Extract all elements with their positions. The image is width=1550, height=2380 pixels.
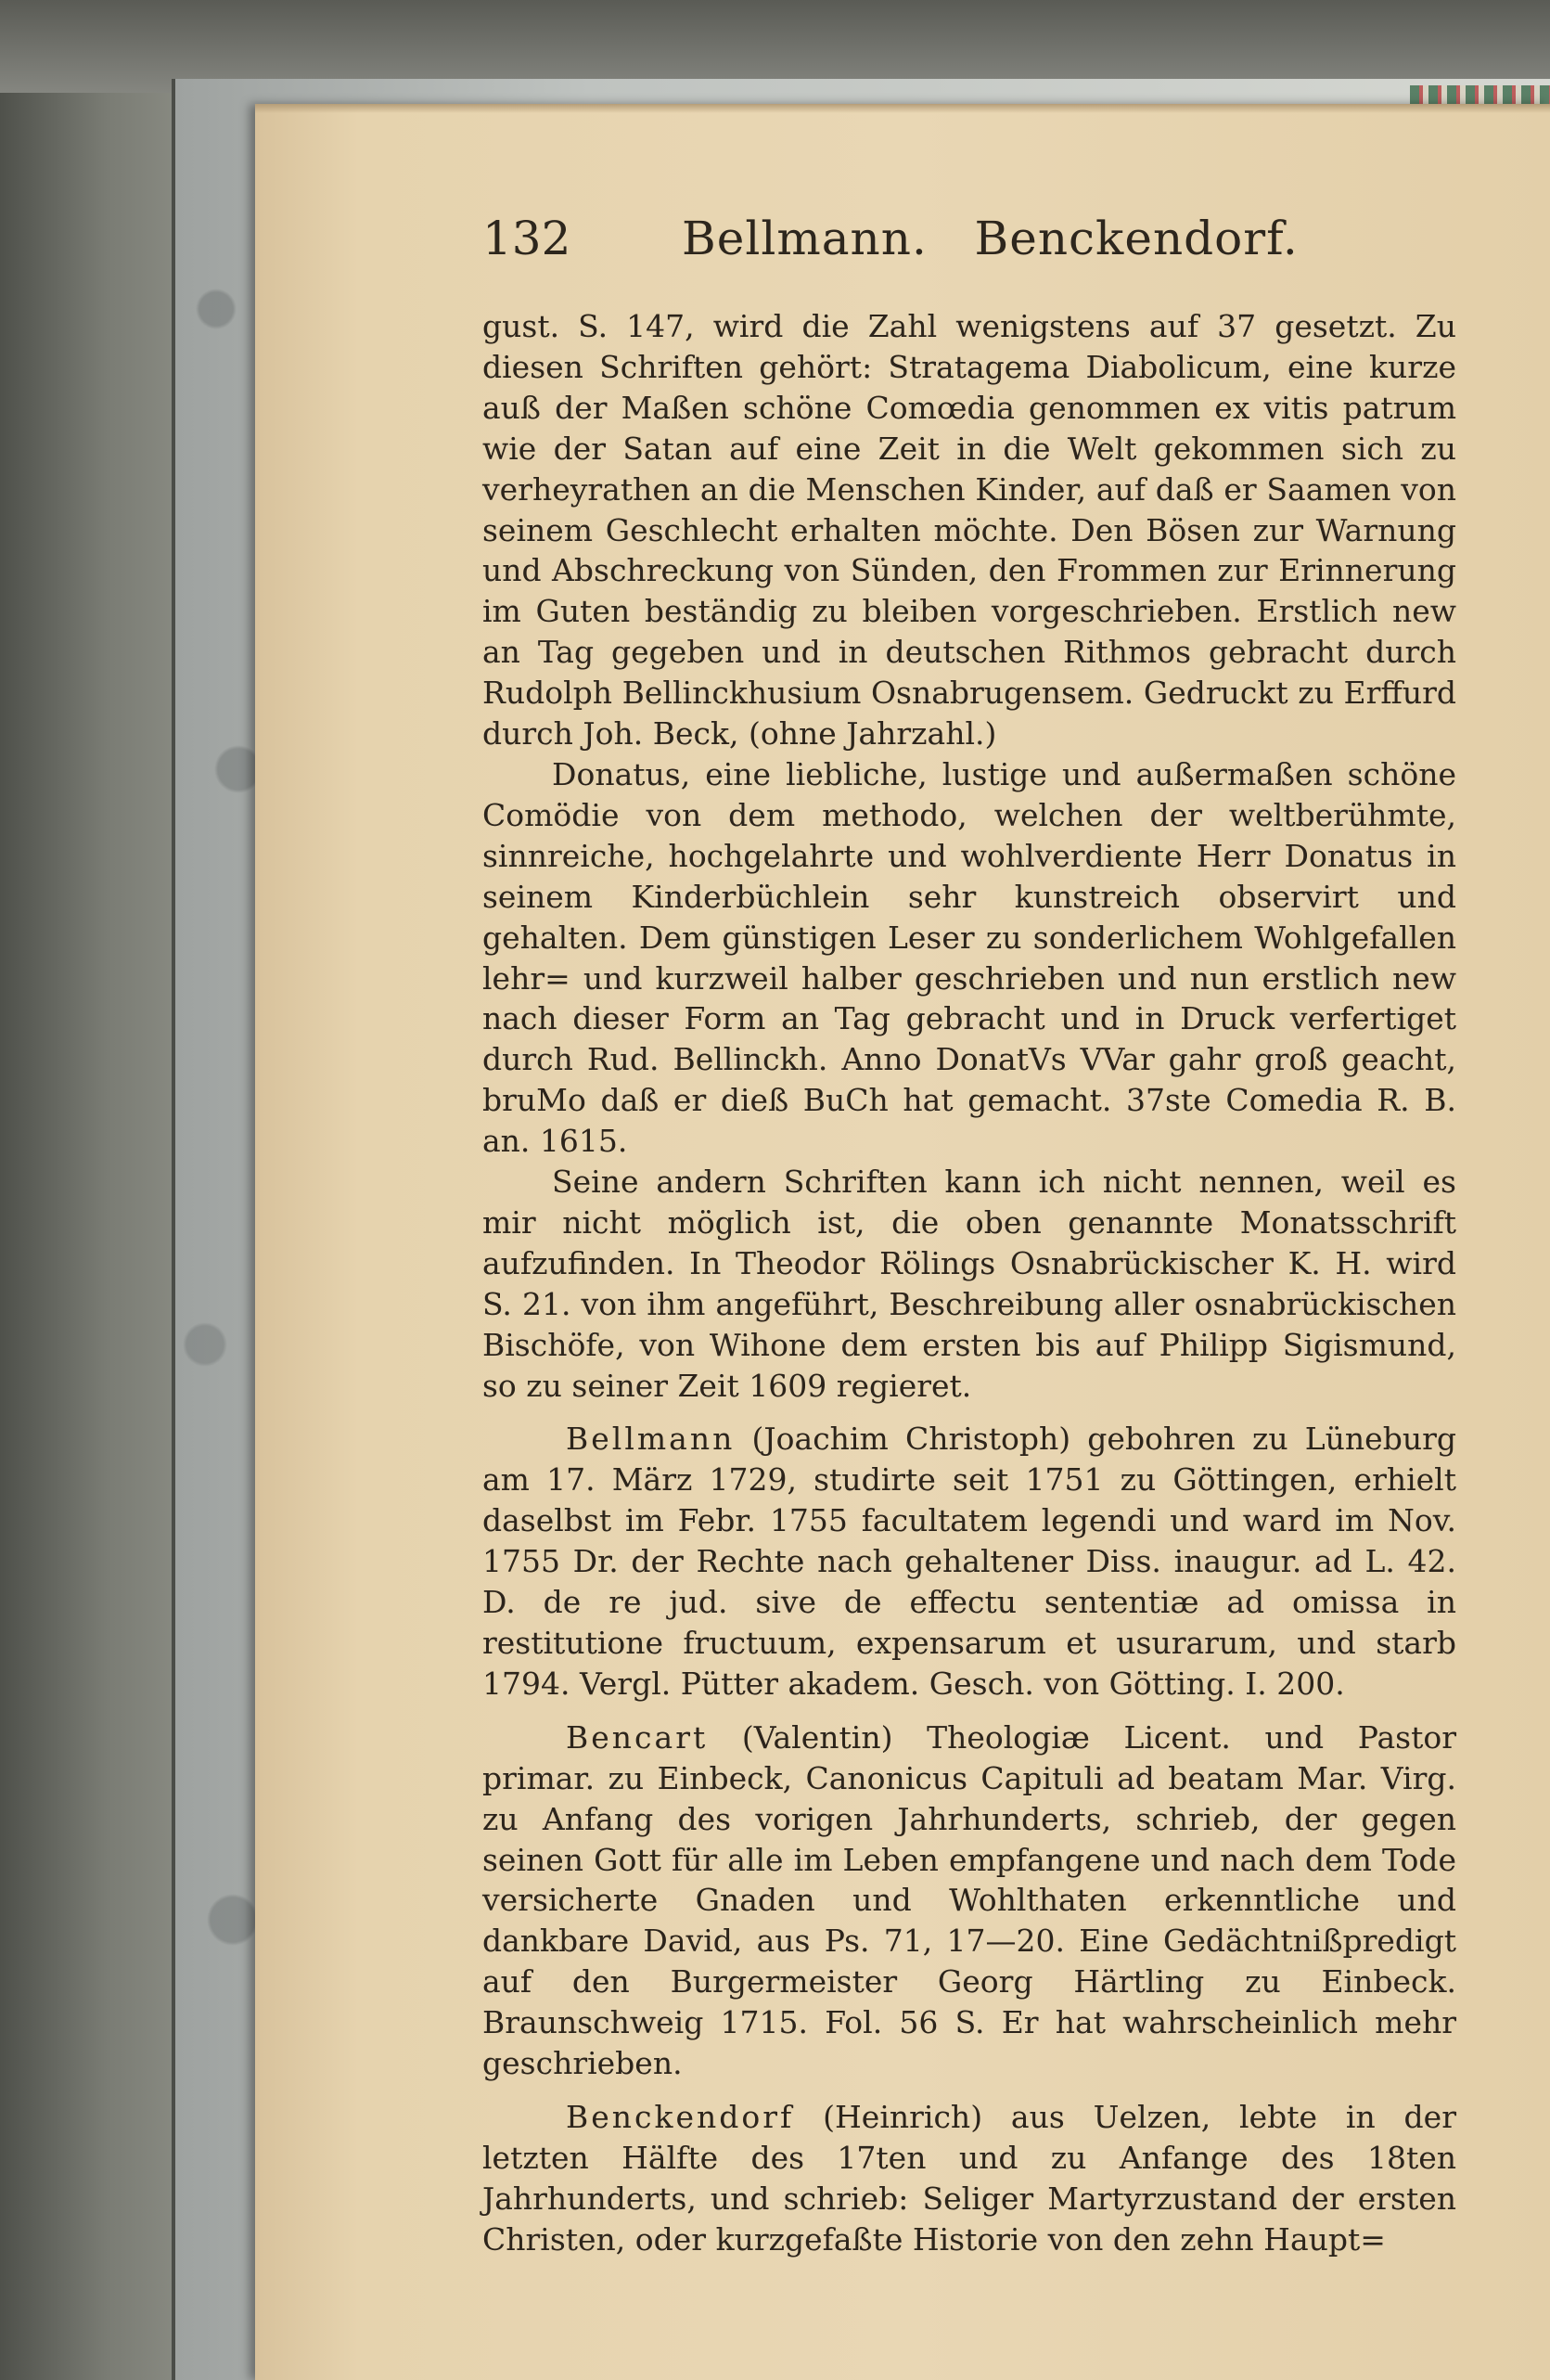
- entry-benckendorf: [482, 2097, 1456, 2260]
- entry-name: Bencart: [566, 1718, 709, 1756]
- entry-text: (Heinrich) aus Uelzen, lebte in der letzten Hälfte des 17ten und zu Anfange des 18ten Jahrhunderts, und schrieb: Seliger Martyrzustand der ersten Christen, oder kurzgefaßte Historie von den zehn Haupt=: [482, 2098, 1456, 2258]
- entry-bencart: [482, 1717, 1456, 2084]
- page-header: [482, 212, 1317, 277]
- entry-bellmann: [482, 1419, 1456, 1704]
- page-edge-shadow: [255, 104, 1550, 113]
- entry-name: Bellmann: [566, 1421, 736, 1458]
- paragraph: Seine andern Schriften kann ich nicht nennen, weil es mir nicht möglich ist, die oben genannte Monatsschrift aufzufinden. In Theodor Rölings Osnabrückischer K. H. wird S. 21. von ihm angeführt, Beschreibung aller osnabrückischen Bischöfe, von Wihone dem ersten bis auf Philipp Sigismund, so zu seiner Zeit 1609 regieret.: [482, 1164, 1456, 1404]
- entry-text: (Joachim Christoph) gebohren zu Lüneburg am 17. März 1729, studirte seit 1751 zu Göttingen, erhielt daselbst im Febr. 1755 facultatem legendi und ward im Nov. 1755 Dr. der Rechte nach gehaltener Diss. inaugur. ad L. 42. D. de re jud. sive de effectu sententiæ ad omissa in restitutione fructuum, expensarum et usurarum, und starb 1794. Vergl. Pütter akadem. Gesch. von Götting. I. 200.: [482, 1421, 1456, 1702]
- paragraph: gust. S. 147, wird die Zahl wenigstens auf 37 gesetzt. Zu diesen Schriften gehört: Stratagema Diabolicum, eine kurze auß der Maßen schöne Comœdia genommen ex vitis patrum wie der Satan auf eine Zeit in die Welt gekommen sich zu verheyrathen an die Menschen Kinder, auf daß er Saamen von seinem Geschlecht erhalten möchte. Den Bösen zur Warnung und Abschreckung von Sünden, den Frommen zur Erinnerung im Guten beständig zu bleiben vorgeschrieben. Erstlich new an Tag gegeben und in deutschen Rithmos gebracht durch Rudolph Bellinckhusium Osnabrugensem. Gedruckt zu Erffurd durch Joh. Beck, (ohne Jahrzahl.): [482, 308, 1456, 753]
- entry-name: Benckendorf: [566, 2098, 795, 2135]
- page-number: 132: [482, 212, 571, 265]
- running-head: Bellmann. Benckendorf.: [682, 212, 1299, 265]
- paragraph: Donatus, eine liebliche, lustige und außermaßen schöne Comödie von dem methodo, welchen der weltberühmte, sinnreiche, hochgelahrte und wohlverdiente Herr Donatus in seinem Kinderbüchlein sehr kunstreich observirt und gehalten. Dem günstigen Leser zu sonderlichem Wohlgefallen lehr= und kurzweil halber geschrieben und nun erstlich new nach dieser Form an Tag gebracht und in Druck verfertiget durch Rud. Bellinckh. Anno DonatVs VVar gahr groß geacht, bruMo daß er dieß BuCh hat gemacht. 37ste Comedia R. B. an. 1615.: [482, 755, 1456, 1160]
- page-body: [482, 306, 1456, 2260]
- entry-text: (Valentin) Theologiæ Licent. und Pastor primar. zu Einbeck, Canonicus Capituli ad beatam Mar. Virg. zu Anfang des vorigen Jahrhunderts, schrieb, der gegen seinen Gott für alle im Leben empfangene und nach dem Tode versicherte Gnaden und Wohlthaten erkenntliche und dankbare David, aus Ps. 71, 17—20. Eine Gedächtnißpredigt auf den Burgermeister Georg Härtling zu Einbeck. Braunschweig 1715. Fol. 56 S. Er hat wahrscheinlich mehr geschrieben.: [482, 1718, 1456, 2082]
